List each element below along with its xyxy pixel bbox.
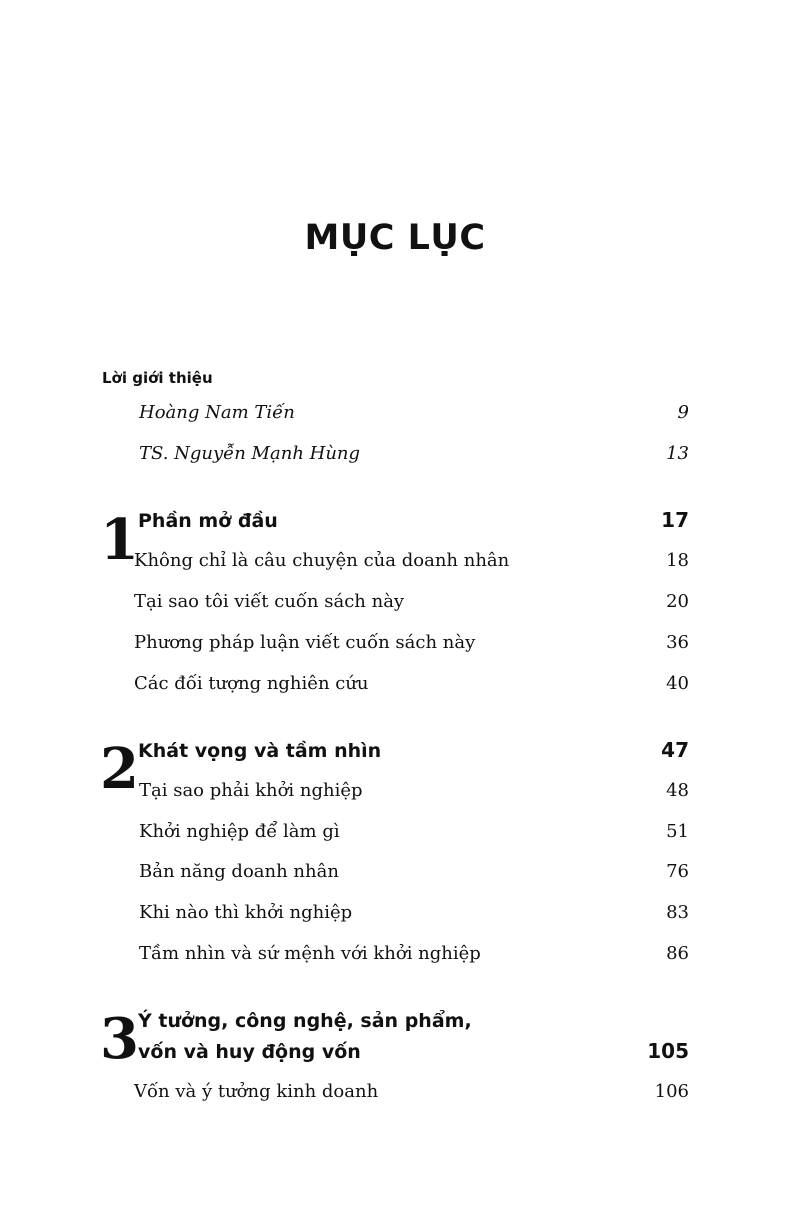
toc-entry-label: Khởi nghiệp để làm gì: [139, 821, 340, 842]
toc-entry-page: 83: [666, 902, 689, 923]
chapter-title: Khát vọng và tầm nhìn: [138, 740, 382, 762]
toc-entry[interactable]: [134, 1079, 689, 1105]
toc-entry-label: TS. Nguyễn Mạnh Hùng: [139, 443, 361, 464]
chapter-heading-line2[interactable]: [138, 1038, 689, 1065]
chapter-number: 2: [100, 736, 139, 802]
toc-entry[interactable]: [139, 441, 689, 467]
toc-entry-page: 20: [666, 591, 689, 612]
toc-entry[interactable]: [139, 819, 689, 845]
toc-entry-page: 48: [666, 780, 689, 801]
toc-entry-page: 13: [666, 443, 689, 464]
toc-entry[interactable]: [134, 671, 689, 697]
toc-entry-page: 40: [666, 673, 689, 694]
chapter-title: Phần mở đầu: [138, 510, 278, 532]
toc-entry[interactable]: [139, 900, 689, 926]
toc-entry-label: Tầm nhìn và sứ mệnh với khởi nghiệp: [139, 943, 481, 964]
chapter-title: vốn và huy động vốn: [138, 1041, 361, 1063]
toc-entry-label: Bản năng doanh nhân: [139, 861, 339, 882]
toc-entry[interactable]: [134, 630, 689, 656]
toc-entry-label: Hoàng Nam Tiến: [139, 402, 295, 423]
intro-heading: Lời giới thiệu: [102, 369, 213, 387]
toc-entry-page: 9: [677, 402, 689, 423]
chapter-heading[interactable]: [138, 737, 689, 764]
toc-entry-label: Các đối tượng nghiên cứu: [134, 673, 369, 694]
toc-entry-page: 51: [666, 821, 689, 842]
toc-entry-page: 36: [666, 632, 689, 653]
toc-entry-label: Không chỉ là câu chuyện của doanh nhân: [134, 550, 510, 571]
toc-entry-label: Vốn và ý tưởng kinh doanh: [134, 1081, 379, 1102]
toc-entry[interactable]: [134, 589, 689, 615]
toc-entry[interactable]: [139, 400, 689, 426]
chapter-title: Ý tưởng, công nghệ, sản phẩm,: [138, 1010, 472, 1032]
page-title: MỤC LỤC: [304, 218, 486, 258]
toc-entry-label: Tại sao phải khởi nghiệp: [139, 780, 363, 801]
toc-entry-page: 86: [666, 943, 689, 964]
toc-entry-page: 18: [666, 550, 689, 571]
toc-entry-page: 106: [654, 1081, 689, 1102]
toc-entry[interactable]: [139, 941, 689, 967]
chapter-heading[interactable]: [138, 507, 689, 534]
toc-entry-label: Tại sao tôi viết cuốn sách này: [134, 591, 405, 612]
chapter-page: 17: [661, 508, 689, 532]
toc-entry[interactable]: [139, 778, 689, 804]
toc-entry[interactable]: [139, 859, 689, 885]
toc-entry-page: 76: [666, 861, 689, 882]
toc-entry[interactable]: [134, 548, 689, 574]
chapter-page: 47: [661, 738, 689, 762]
chapter-heading-line1[interactable]: [138, 1008, 689, 1034]
toc-entry-label: Phương pháp luận viết cuốn sách này: [134, 632, 476, 653]
toc-entry-label: Khi nào thì khởi nghiệp: [139, 902, 353, 923]
chapter-page: 105: [647, 1039, 689, 1063]
chapter-number: 3: [100, 1006, 139, 1072]
chapter-number: 1: [100, 507, 139, 573]
